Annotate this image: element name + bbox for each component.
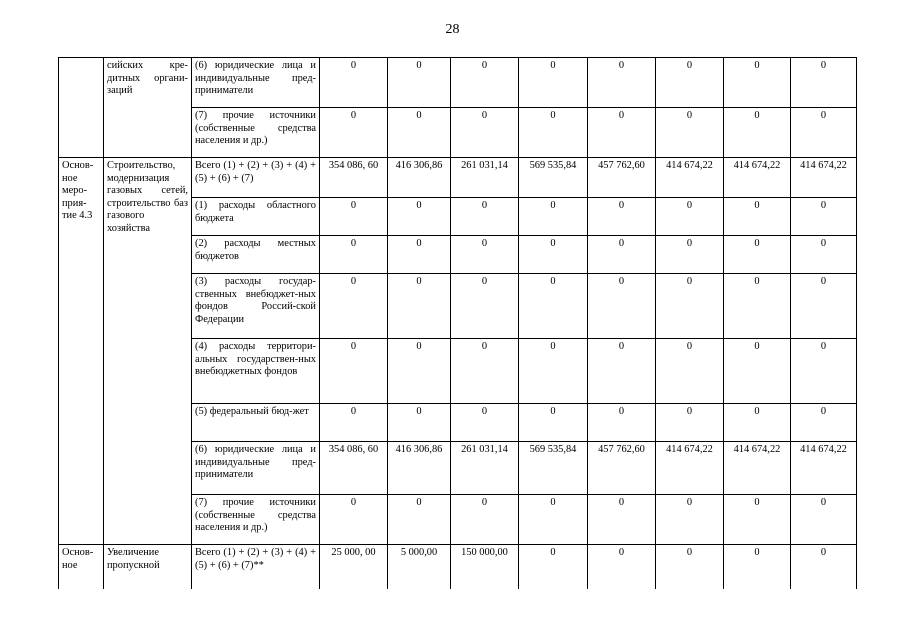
funding-source-cell: (6) юридические лица и индивидуальные пред-приниматели [192,58,320,108]
value-cell: 0 [519,236,588,274]
value-cell: 414 674,22 [791,158,857,198]
value-cell: 0 [588,236,656,274]
value-cell: 0 [451,495,519,545]
value-cell: 457 762,60 [588,158,656,198]
value-cell: 354 086, 60 [320,442,388,495]
budget-table [58,57,857,589]
value-cell: 0 [656,274,724,339]
measure-group-cell: Основ-ное [59,545,104,589]
value-cell: 0 [519,198,588,236]
value-cell: 0 [588,495,656,545]
value-cell: 0 [519,404,588,442]
funding-source-cell: Всего (1) + (2) + (3) + (4) + (5) + (6) + (7) [192,158,320,198]
value-cell: 0 [791,236,857,274]
value-cell: 0 [451,108,519,158]
value-cell: 0 [791,404,857,442]
value-cell: 0 [320,236,388,274]
value-cell: 0 [519,108,588,158]
value-cell: 0 [519,545,588,589]
value-cell: 0 [388,198,451,236]
funding-source-cell: (6) юридические лица и индивидуальные пред-приниматели [192,442,320,495]
value-cell: 0 [791,198,857,236]
value-cell: 416 306,86 [388,442,451,495]
value-cell: 150 000,00 [451,545,519,589]
value-cell: 0 [656,58,724,108]
measure-group-cell [59,58,104,158]
value-cell: 0 [656,236,724,274]
value-cell: 0 [724,495,791,545]
measure-group-cell: Основ-ное меро-прия-тие 4.3 [59,158,104,545]
value-cell: 0 [320,58,388,108]
value-cell: 0 [656,545,724,589]
value-cell: 414 674,22 [724,442,791,495]
value-cell: 0 [320,274,388,339]
value-cell: 0 [724,545,791,589]
funding-source-cell: (4) расходы территори-альных государствен-ных внебюджетных фондов [192,339,320,404]
table-row [59,58,857,108]
value-cell: 0 [724,236,791,274]
value-cell: 0 [320,495,388,545]
value-cell: 0 [320,339,388,404]
value-cell: 25 000, 00 [320,545,388,589]
value-cell: 0 [588,545,656,589]
value-cell: 0 [724,198,791,236]
value-cell: 0 [791,339,857,404]
table-row [59,545,857,589]
value-cell: 0 [388,274,451,339]
page-number: 28 [445,22,460,37]
value-cell: 0 [656,404,724,442]
value-cell: 0 [656,495,724,545]
funding-source-cell: (2) расходы местных бюджетов [192,236,320,274]
value-cell: 0 [519,274,588,339]
value-cell: 0 [519,339,588,404]
value-cell: 569 535,84 [519,158,588,198]
value-cell: 0 [588,339,656,404]
value-cell: 0 [791,274,857,339]
measure-name-cell: сийских кре-дитных органи-заций [104,58,192,158]
value-cell: 0 [320,198,388,236]
value-cell: 0 [320,108,388,158]
value-cell: 414 674,22 [791,442,857,495]
measure-name-cell: Увеличение пропускной [104,545,192,589]
value-cell: 0 [320,404,388,442]
value-cell: 0 [519,58,588,108]
funding-source-cell: (7) прочие источники (собственные средства населения и др.) [192,108,320,158]
value-cell: 261 031,14 [451,442,519,495]
value-cell: 0 [656,339,724,404]
value-cell: 569 535,84 [519,442,588,495]
funding-source-cell: (5) федеральный бюд-жет [192,404,320,442]
value-cell: 0 [791,108,857,158]
value-cell: 0 [451,58,519,108]
value-cell: 0 [451,339,519,404]
value-cell: 0 [724,108,791,158]
value-cell: 0 [519,495,588,545]
value-cell: 0 [451,274,519,339]
value-cell: 0 [388,108,451,158]
value-cell: 0 [791,495,857,545]
value-cell: 0 [451,404,519,442]
value-cell: 457 762,60 [588,442,656,495]
value-cell: 414 674,22 [656,442,724,495]
value-cell: 0 [588,108,656,158]
value-cell: 0 [388,236,451,274]
funding-source-cell: Всего (1) + (2) + (3) + (4) + (5) + (6) + (7)** [192,545,320,589]
value-cell: 0 [656,108,724,158]
value-cell: 0 [724,339,791,404]
funding-source-cell: (7) прочие источники (собственные средства населения и др.) [192,495,320,545]
value-cell: 0 [451,236,519,274]
value-cell: 354 086, 60 [320,158,388,198]
funding-source-cell: (1) расходы областного бюджета [192,198,320,236]
value-cell: 0 [451,198,519,236]
value-cell: 0 [656,198,724,236]
value-cell: 0 [791,58,857,108]
value-cell: 0 [724,58,791,108]
table-row [59,158,857,198]
value-cell: 0 [588,274,656,339]
value-cell: 416 306,86 [388,158,451,198]
funding-source-cell: (3) расходы государ-ственных внебюджет-ных фондов Россий-ской Федерации [192,274,320,339]
value-cell: 5 000,00 [388,545,451,589]
measure-name-cell: Строительство, модернизация газовых сетей, строительство баз газового хозяйства [104,158,192,545]
value-cell: 0 [388,58,451,108]
value-cell: 0 [588,58,656,108]
value-cell: 0 [388,404,451,442]
value-cell: 261 031,14 [451,158,519,198]
value-cell: 0 [724,404,791,442]
value-cell: 414 674,22 [656,158,724,198]
value-cell: 0 [724,274,791,339]
value-cell: 0 [588,198,656,236]
value-cell: 0 [791,545,857,589]
value-cell: 0 [388,495,451,545]
value-cell: 414 674,22 [724,158,791,198]
value-cell: 0 [588,404,656,442]
value-cell: 0 [388,339,451,404]
